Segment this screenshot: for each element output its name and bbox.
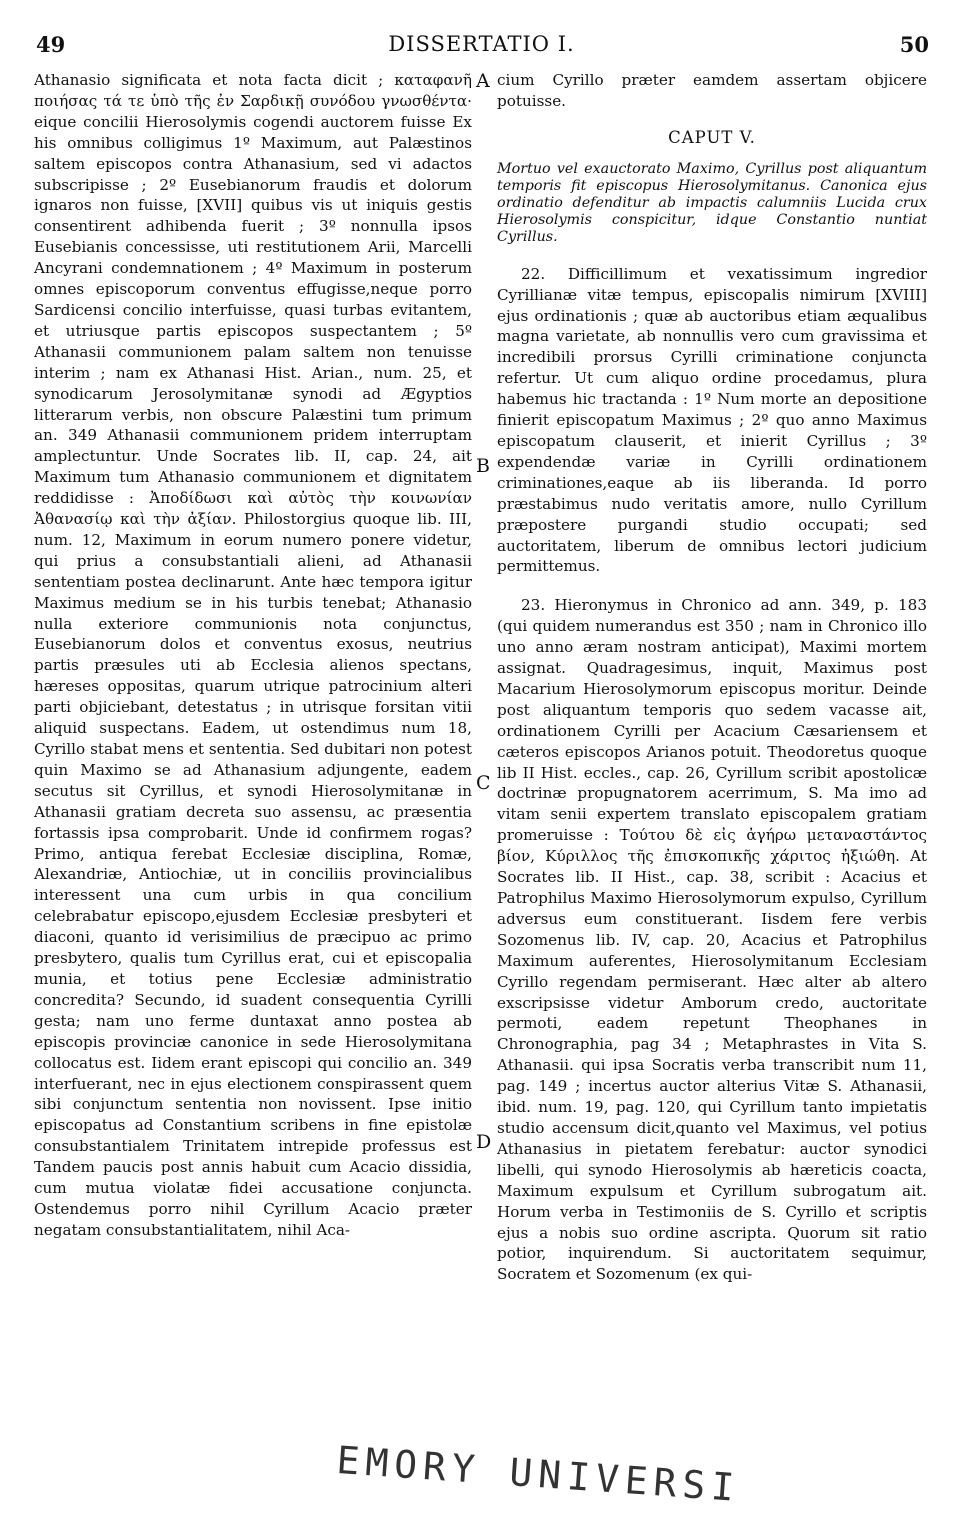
chapter-summary: Mortuo vel exauctorato Maximo, Cyrillus post aliquantum temporis fit episcopus Hierosolymitanus. Canonica ejus ordinatio defenditur ab impactis calumniis Lucida crux Hierosolymis conspicitur, idque Constantio nuntiat Cyrillus.: [497, 160, 927, 245]
page-number-left: 49: [36, 32, 66, 57]
left-column: [34, 70, 472, 1241]
right-column: [497, 70, 927, 1285]
margin-marker-c: C: [476, 772, 491, 794]
margin-marker-a: A: [476, 70, 490, 92]
left-column-text: Athanasio significata et nota facta dicit ; καταφανῆ ποιήσας τά τε ὑπὸ τῆς ἐν Σαρδικῇ συνόδου γνωσθέντα· eique concilii Hierosolymis cogendi auctorem fuisse Ex his omnibus colligimus 1º Maximum, aut Palæstinos saltem episcopos contra Athanasium, sed vi adactos subscripisse ; 2º Eusebianorum fraudis et dolorum ignaros non fuisse, [XVII] quibus vis ut iniquis gestis consentirent adhibenda fuerit ; 3º nonnulla ipsos Eusebianis concessisse, uti restitutionem Arii, Marcelli Ancyrani condemnationem ; 4º Maximum in posterum omnes episcoporum conventus effugisse,neque porro Sardicensi concilio interfuisse, quasi turbas evitantem, et utriusque partis episcopos suspectantem ; 5º Athanasii communionem palam saltem non tenuisse interim ; nam ex Athanasi Hist. Arian., num. 25, et synodicarum Jerosolymitanæ synodi ad Ægyptios litterarum verbis, non obscure Palæstini tum primum an. 349 Athanasii communionem pridem interruptam amplectuntur. Unde Socrates lib. II, cap. 24, ait Maximum tum Athanasio communionem et dignitatem reddidisse : Ἀποδίδωσι καὶ αὐτὸς τὴν κοινωνίαν Ἀθανασίῳ καὶ τὴν ἀξίαν. Philostorgius quoque lib. III, num. 12, Maximum in eorum numero ponere videtur, qui prius a consubstantiali alieni, ad Athanasii sententiam postea declinarunt. Ante hæc tempora igitur Maximus medium se in his turbis tenebat; Athanasio nulla exteriore communionis nota conjunctus, Eusebianorum dolos et conventus exosus, neutrius partis præsules uti ab Ecclesia alienos spectans, hæreses oppositas, quarum utrique patrocinium alteri parti objiciebant, detestatus ; in utrisque forsitan vitii aliquid suspectans. Eadem, ut ostendimus num 18, Cyrillo stabat mens et sententia. Sed dubitari non potest quin Maximo se ad Athanasium adjungente, eadem secutus sit Cyrillus, et synodi Hierosolymitanæ in Athanasii gratiam decreta suo assensu, ac præsentia fortassis ipsa comprobarit. Unde id confirmem rogas? Primo, antiqua ferebat Ecclesiæ disciplina, Romæ, Alexandriæ, Antiochiæ, ut in conciliis provincialibus interessent una cum urbis in qua concilium celebrabatur episcopo,ejusdem Ecclesiæ presbyteri et diaconi, quanto id verisimilius de præcipuo ac primo presbytero, qualis tum Cyrillus erat, cui et episcopalia munia, et totius pene Ecclesiæ administratio concredita? Secundo, id suadent consequentia Cyrilli gesta; nam uno ferme duntaxat anno postea ab episcopis provinciæ canonice in sede Hierosolymitana collocatus est. Iidem erant episcopi qui concilio an. 349 interfuerant, nec in ejus electionem conspirassent quem sibi conjunctum sententia non novissent. Ipse initio episcopatus ad Constantium scribens in fine epistolæ consubstantialem Trinitatem intrepide professus est Tandem paucis post annis habuit cum Acacio dissidia, cum mutua violatæ fidei accusatione conjuncta. Ostendemus porro nihil Cyrillum Acacio præter negatam consubstantialitatem, nihil Aca-: [34, 71, 472, 1239]
paragraph-23: 23. Hieronymus in Chronico ad ann. 349, p. 183 (qui quidem numerandus est 350 ; nam in Chronico illo uno anno æram nostram anticipat), Maximi mortem assignat. Quadragesimus, inquit, Maximus post Macarium Hierosolymorum episcopus moritur. Deinde post aliquantum temporis quo sedem vacasse ait, ordinationem Cyrilli per Acacium Cæsariensem et cæteros episcopos Arianos potuit. Theodoretus quoque lib II Hist. eccles., cap. 26, Cyrillum scribit apostolicæ doctrinæ propugnatorem acerrimum, S. Ma imo ad vitam senii expertem translato episcopalem gratiam promeruisse : Τούτου δὲ εἰς ἀγήρω μεταναστάντος βίον, Κύριλλος τῆς ἐπισκοπικῆς χάριτος ἠξιώθη. At Socrates lib. II Hist., cap. 38, scribit : Acacius et Patrophilus Maximo Hierosolymorum expulso, Cyrillum adversus eum constituerant. Iisdem fere verbis Sozomenus lib. IV, cap. 20, Acacius et Patrophilus Maximum auferentes, Hierosolymitanum Ecclesiam Cyrillo regendam permiserant. Hæc alter ab altero exscripsisse videtur Amborum credo, auctoritate permoti, eadem repetunt Theophanes in Chronographia, pag 34 ; Metaphrastes in Vita S. Athanasii. qui ipsa Socratis verba transcribit num 11, pag. 149 ; incertus auctor alterius Vitæ S. Athanasii, ibid. num. 19, pag. 120, qui Cyrillum tanto impietatis studio accensum dicit,quanto vel Maximus, vel potius Athanasius in pietatem ferebatur: auctor synodici libelli, qui synodo Hierosolymis ab hæreticis coacta, Maximum expulsum et Cyrillum subrogatum ait. Horum verba in Testimoniis de S. Cyrillo et scriptis ejus a nobis suo ordine ascripta. Quorum sit ratio potior, inquirendum. Si auctoritatem sequimur, Socratem et Sozomenum (ex qui-: [497, 596, 927, 1284]
margin-marker-b: B: [476, 455, 490, 477]
library-stamp: EMORY UNIVERSI: [335, 1437, 742, 1511]
margin-marker-d: D: [476, 1131, 492, 1153]
running-title: DISSERTATIO I.: [388, 32, 575, 56]
page-header: [32, 32, 931, 62]
page-number-right: 50: [899, 32, 929, 57]
paragraph-22: 22. Difficillimum et vexatissimum ingredior Cyrillianæ vitæ tempus, episcopalis nimirum [XVIII] ejus ordinationis ; quæ ab auctoribus etiam æqualibus magna varietate, ab nonnullis vero cum gravissima et incredibili prorsus Cyrilli criminatione conjuncta refertur. Ut cum aliquo ordine procedamus, plura habemus hic tractanda : 1º Num morte an depositione finierit episcopatum Maximus ; 2º quo anno Maximus episcopatum clauserit, et inierit Cyrillus ; 3º expendendæ variæ in Cyrilli ordinationem criminationes,eaque ab iis liberanda. Id porro præstabimus nudo veritatis amore, nullo Cyrillum præpostere purgandi studio occupati; sed auctoritatem, liberum de omnibus lectori judicium permittemus.: [497, 264, 927, 576]
chapter-title: CAPUT V.: [668, 127, 756, 147]
right-column-intro: cium Cyrillo præter eamdem assertam objicere potuisse.: [497, 71, 927, 110]
